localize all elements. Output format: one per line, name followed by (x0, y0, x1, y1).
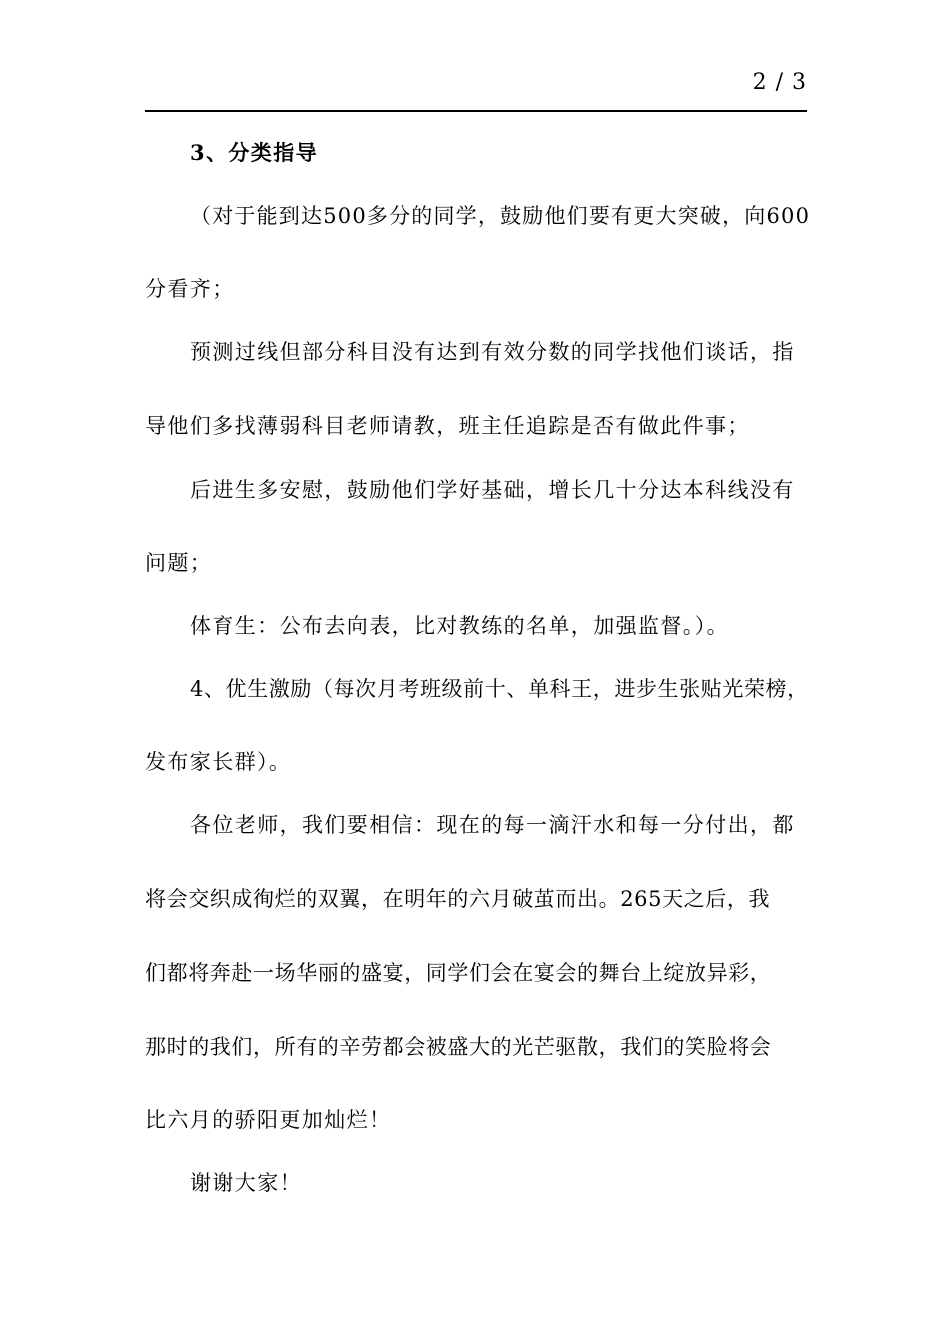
paragraph-line: 那时的我们，所有的辛劳都会被盛大的光芒驱散，我们的笑脸将会 (145, 1035, 772, 1059)
paragraph-line: 预测过线但部分科目没有达到有效分数的同学找他们谈话，指 (190, 340, 795, 364)
header-rule (145, 110, 807, 112)
paragraph-line: 各位老师，我们要相信：现在的每一滴汗水和每一分付出，都 (190, 813, 795, 837)
paragraph-line: （对于能到达500多分的同学，鼓励他们要有更大突破，向600 (190, 204, 811, 228)
paragraph-line: 将会交织成徇烂的双翼，在明年的六月破茧而出。265天之后，我 (145, 887, 771, 911)
closing-line: 谢谢大家！ (190, 1171, 302, 1195)
paragraph-line: 体育生：公布去向表，比对教练的名单，加强监督。）。 (190, 614, 729, 638)
section-heading-3: 3、分类指导 (190, 140, 319, 165)
paragraph-line: 问题； (145, 551, 213, 575)
paragraph-line: 后进生多安慰，鼓励他们学好基础，增长几十分达本科线没有 (190, 478, 795, 502)
paragraph-line: 分看齐； (145, 277, 235, 301)
paragraph-line: 们都将奔赴一场华丽的盛宴，同学们会在宴会的舞台上绽放异彩， (145, 961, 772, 985)
paragraph-line: 发布家长群）。 (145, 750, 292, 774)
paragraph-line: 导他们多找薄弱科目老师请教，班主任追踪是否有做此件事； (145, 414, 750, 438)
section-heading-4-line: 4、优生激励（每次月考班级前十、单科王，进步生张贴光荣榜， (190, 677, 809, 701)
page-number: 2 / 3 (752, 70, 807, 95)
paragraph-line: 比六月的骄阳更加灿烂！ (145, 1108, 392, 1132)
